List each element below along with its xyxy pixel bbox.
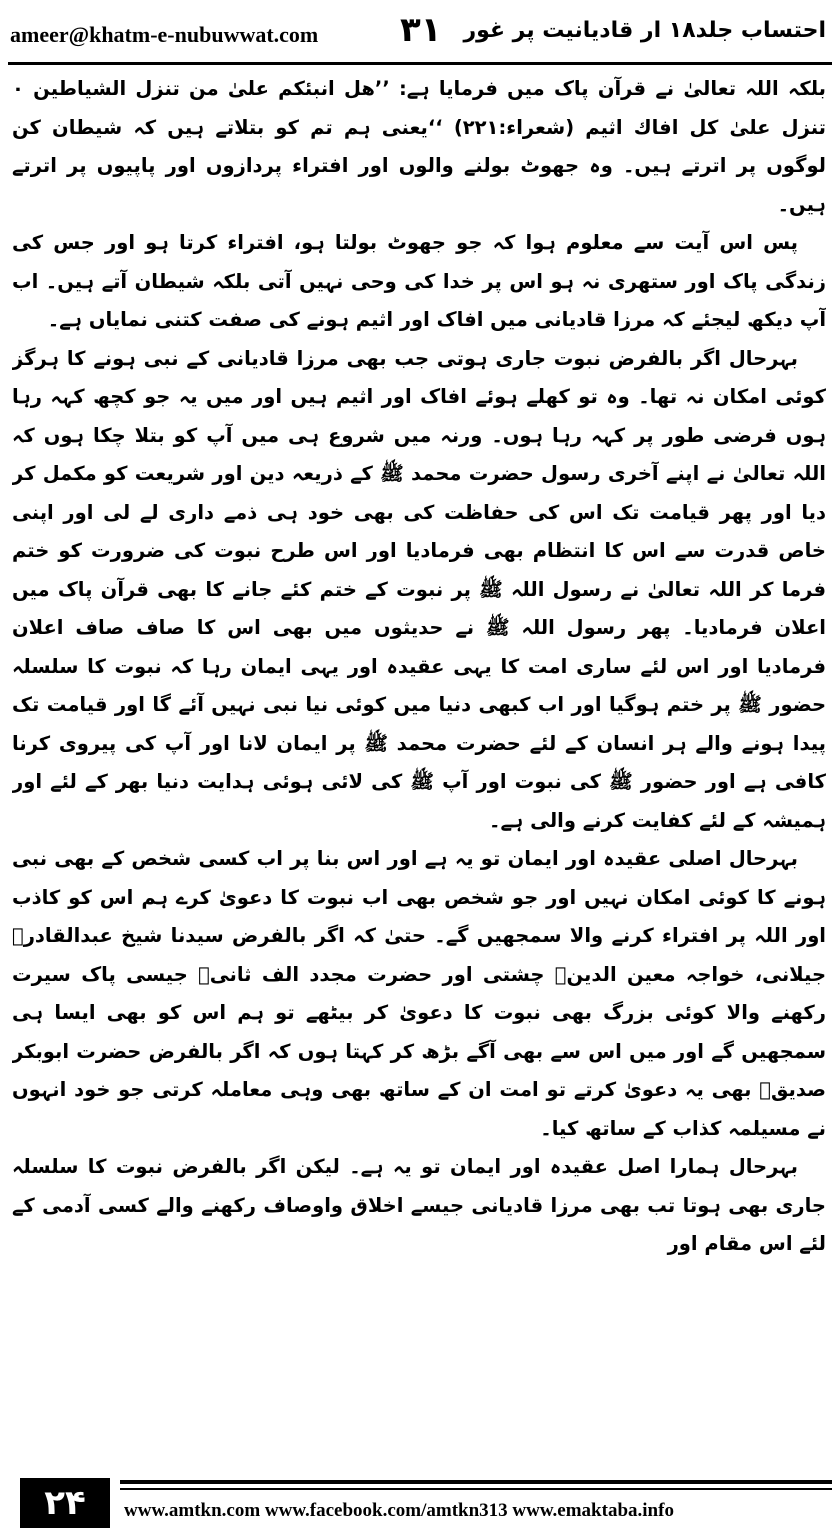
- header-divider: [8, 62, 832, 65]
- footer-page-box: ۲۴: [20, 1478, 110, 1528]
- page-header: [0, 0, 840, 68]
- page-body: [12, 70, 826, 1450]
- paragraph-2: پس اس آیت سے معلوم ہوا کہ جو جھوٹ بولتا ہو، افتراء کرتا ہو اور جس کی زندگی پاک اور ستھری نہ ہو اس پر خدا کی وحی نہیں آتی بلکہ شیطان آتے ہیں۔ اب آپ دیکھ لیجئے کہ مرزا قادیانی میں افاک اور اثیم ہونے کی صفت کتنی نمایاں ہے۔: [12, 231, 826, 331]
- header-email: ameer@khatm-e-nubuwwat.com: [10, 22, 319, 47]
- paragraph-4: بہرحال اصلی عقیدہ اور ایمان تو یہ ہے اور اس بنا پر اب کسی شخص کے بھی نبی ہونے کا کوئی امکان نہیں اور جو شخص بھی اب نبوت کا دعویٰ کرے ہم اس کو کاذب اور اللہ پر افتراء کرنے والا سمجھیں گے۔ حتیٰ کہ اگر بالفرض سیدنا شیخ عبدالقادرؒ جیلانی، خواجہ معین الدینؒ چشتی اور حضرت مجدد الف ثانیؒ جیسی پاک سیرت رکھنے والا کوئی بزرگ بھی نبوت کا دعویٰ کر بیٹھے تو ہم اس کو بھی ایسا ہی سمجھیں گے اور میں اس سے بھی آگے بڑھ کر کہتا ہوں کہ اگر بالفرض حضرت ابوبکر صدیقؓ بھی یہ دعویٰ کرتے تو امت ان کے ساتھ بھی وہی معاملہ کرتی جو خود انہوں نے مسیلمہ کذاب کے ساتھ کیا۔: [12, 847, 826, 1140]
- page-footer: [0, 1470, 840, 1540]
- footer-divider-thin: [120, 1488, 832, 1490]
- footer-links[interactable]: www.amtkn.com www.facebook.com/amtkn313 www.emaktaba.info: [124, 1500, 674, 1521]
- footer-divider-thick: [120, 1480, 832, 1484]
- paragraph-5: بہرحال ہمارا اصل عقیدہ اور ایمان تو یہ ہے۔ لیکن اگر بالفرض نبوت کا سلسلہ جاری بھی ہوتا تب بھی مرزا قادیانی جیسے اخلاق واوصاف رکھنے والے کسی آدمی کے لئے اس مقام اور: [12, 1155, 826, 1255]
- paragraph-1: بلکہ اللہ تعالیٰ نے قرآن پاک میں فرمایا ہے: ’’ھل انبئکم علیٰ من تنزل الشیاطین ۰ تنزل علیٰ کل افاك اثیم (شعراء:۲۲۱) ‘‘یعنی ہم تم کو بتلاتے ہیں کہ شیطان کن لوگوں پر اترتے ہیں۔ وہ جھوٹ بولنے والوں اور افتراء پردازوں اور پاپیوں پر اترتے ہیں۔: [12, 77, 826, 216]
- header-book-title: احتساب جلد۱۸ ار قادیانیت پر غور: [463, 18, 826, 43]
- paragraph-3: بہرحال اگر بالفرض نبوت جاری ہوتی جب بھی مرزا قادیانی کے نبی ہونے کا ہرگز کوئی امکان نہ تھا۔ وہ تو کھلے ہوئے افاک اور اثیم ہیں اور میں یہ جو کچھ کہہ رہا ہوں فرضی طور پر کہہ رہا ہوں۔ ورنہ میں شروع ہی میں آپ کو بتلا چکا ہوں کہ اللہ تعالیٰ نے اپنے آخری رسول حضرت محمد ﷺ کے ذریعہ دین اور شریعت کو مکمل کر دیا اور پھر قیامت تک اس کی حفاظت کی بھی خود ہی ذمے داری لے لی اور اپنی خاص قدرت سے اس کا انتظام بھی فرمادیا اور اس طرح نبوت کی ضرورت کو ختم فرما کر اللہ تعالیٰ نے رسول اللہ ﷺ پر نبوت کے ختم کئے جانے کا بھی قرآن پاک میں اعلان فرمادیا۔ پھر رسول اللہ ﷺ نے حدیثوں میں بھی اس کا صاف صاف اعلان فرمادیا اور اس لئے ساری امت کا یہی عقیدہ اور یہی ایمان رہا کہ نبوت کا سلسلہ حضور ﷺ پر ختم ہوگیا اور اب کبھی دنیا میں کوئی نیا نبی نہیں آئے گا اور قیامت تک پیدا ہونے والے ہر انسان کے لئے حضرت محمد ﷺ پر ایمان لانا اور آپ کی پیروی کرنا کافی ہے اور حضور ﷺ کی نبوت اور آپ ﷺ کی لائی ہوئی ہدایت دنیا بھر کے لئے اور ہمیشہ کے لئے کفایت کرنے والی ہے۔: [12, 346, 826, 832]
- header-page-number: ۳۱: [400, 10, 442, 50]
